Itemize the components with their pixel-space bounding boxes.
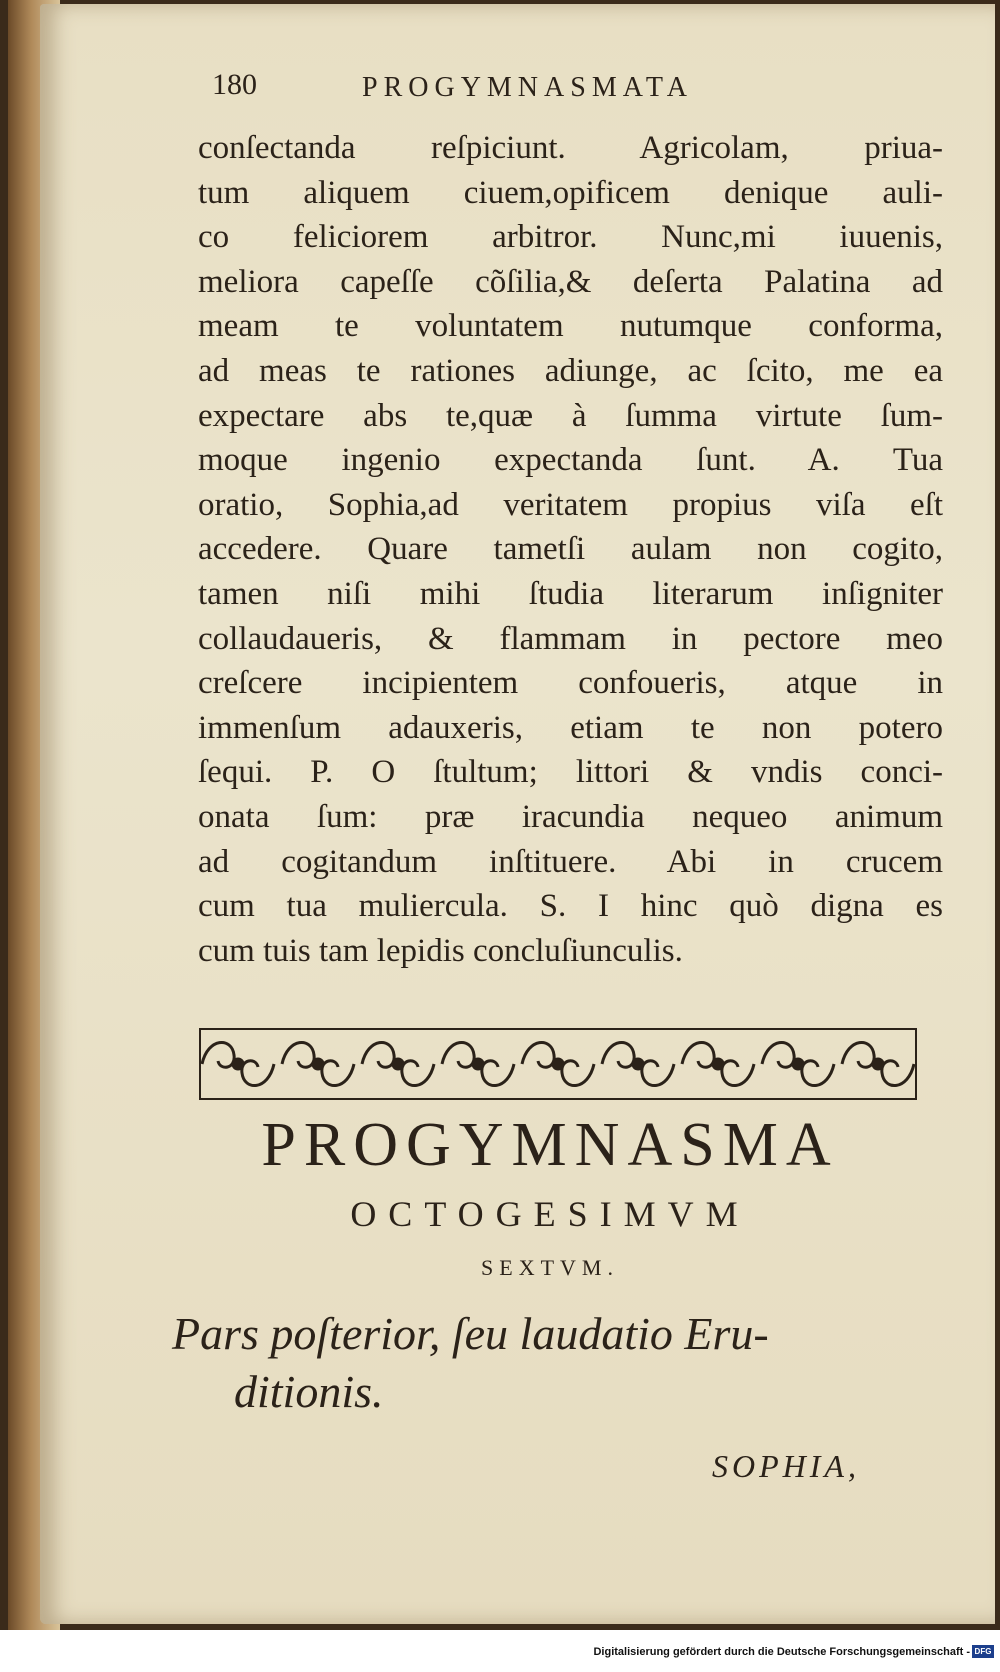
section-heading: PROGYMNASMA [261, 1111, 839, 1179]
body-line: cum tua muliercula. S. I hinc quò digna es [198, 888, 943, 925]
body-line: onata ſum: præ iracundia nequeo animum [198, 798, 943, 835]
ornament-dot [233, 1059, 243, 1069]
body-line: tamen niſi mihi ſtudia literarum inſigniter [198, 575, 943, 612]
ornament-dot [393, 1059, 403, 1069]
ornament-dot [793, 1059, 803, 1069]
section-subheading-2: SEXTVM. [481, 1255, 619, 1280]
body-line: creſcere incipientem confoueris, atque in [198, 665, 943, 702]
body-line: oratio, Sophia,ad veritatem propius viſa eſt [198, 486, 943, 523]
ornament-dot [713, 1059, 723, 1069]
body-line: moque ingenio expectanda ſunt. A. Tua [198, 442, 943, 479]
part-title [172, 1305, 942, 1421]
body-line: meam te voluntatem nutumque conforma, [198, 308, 943, 345]
page-number: 180 [212, 68, 257, 101]
decorative-ornament-band [198, 1025, 918, 1103]
ornament-dot [473, 1059, 483, 1069]
running-head [212, 68, 812, 102]
body-line: expectare abs te,quæ à ſumma virtute ſum- [198, 397, 943, 434]
catchword: SOPHIA, [712, 1448, 860, 1484]
dfg-logo: DFG [972, 1645, 994, 1658]
body-line: co feliciorem arbitror. Nunc,mi iuuenis, [198, 219, 943, 256]
body-line: meliora capeſſe cõſilia,& deſerta Palatina ad [198, 263, 943, 300]
body-line: cum tuis tam lepidis concluſiunculis. [198, 932, 683, 969]
body-line: accedere. Quare tametſi aulam non cogito, [198, 531, 943, 568]
ornament-dot [313, 1059, 323, 1069]
body-line: immenſum adauxeris, etiam te non potero [198, 709, 943, 746]
ornament-dot [873, 1059, 883, 1069]
digitization-credit: Digitalisierung gefördert durch die Deutsche Forschungsgemeinschaft - [593, 1646, 970, 1658]
running-head-title: PROGYMNASMATA [362, 72, 693, 103]
ornament-dot [553, 1059, 563, 1069]
ornament-dot [633, 1059, 643, 1069]
section-subheading: OCTOGESIMVM [350, 1194, 750, 1234]
part-title-line-2: ditionis. [234, 1366, 384, 1417]
part-title-line-1: Pars poſterior, ſeu laudatio Eru- [172, 1308, 769, 1359]
body-line: ad meas te rationes adiunge, ac ſcito, me ea [198, 352, 943, 389]
body-line: ſequi. P. O ſtultum; littori & vndis conci- [198, 754, 943, 791]
body-line: tum aliquem ciuem,opificem denique auli- [198, 174, 943, 211]
body-line: ad cogitandum inſtituere. Abi in crucem [198, 843, 943, 880]
body-text [198, 126, 943, 973]
body-line: collaudaueris, & flammam in pectore meo [198, 620, 943, 657]
body-line: conſectanda reſpiciunt. Agricolam, priua- [198, 130, 943, 166]
